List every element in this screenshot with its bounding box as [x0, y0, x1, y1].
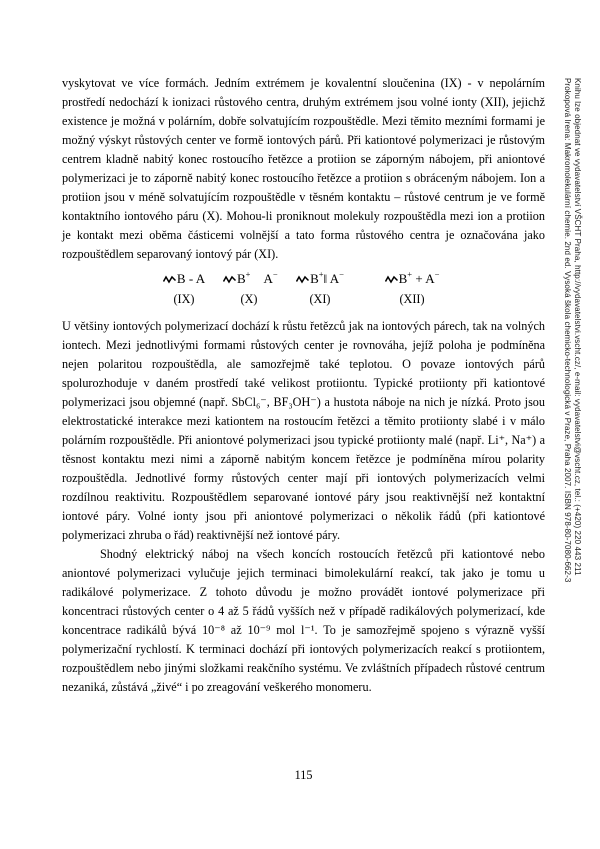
formula-item [160, 271, 208, 307]
formula-charge-b: + [245, 268, 251, 279]
formula-atom-b: B [176, 271, 186, 286]
page-number: 115 [294, 768, 313, 782]
paragraph-1: vyskytovat ve více formách. Jedním extrémem je kovalentní sloučenina (IX) - v nepolárním prostředí nedochází k ionizaci růstového centra, druhým extrémem jsou volné ionty (XII), jejichž existence je možná v polárním, dobře solvatujícím rozpouštědle. Mezi těmito mezními formami je možný výskyt růstových center ve formě iontových párů. Při kationtové polymerizaci je růstovým centrem kladně nabitý konec rostoucího řetězce a protiion se záporným nábojem, při aniontové polymerizaci je to záporně nabitý konec rostoucího řetězce a protiion s obráceným nábojem. Ion a protiion jsou v méně solvatujícím rozpouštědle v těsném kontaktu – růstové centrum je ve formě kontaktního iontového páru (X). Mohou-li proniknout molekuly rozpouštědla mezi ion a protiion je kontakt mezi oběma částicemi volnější a tato forma růstového centra je označována jako rozpouštědlem separovaný iontový pár (XI). [62, 76, 545, 261]
formula-atom-b: B [310, 271, 319, 286]
polymer-chain-squiggle-icon [223, 275, 236, 284]
paragraph-2: U většiny iontových polymerizací dochází k růstu řetězců jak na iontových párech, tak na volných iontech. Mezi jednotlivými formami růstových center je rovnováha, jejíž poloha je podmíněna nejen polaritou rozpouštědla, ale samozřejmě také teplotou. O povaze iontových párů spolurozhoduje v daném prostředí také velikost protiiontu. Typické protiionty při kationtové polymerizaci jsou objemné (např. SbCl₆⁻, BF₃OH⁻) a hustota náboje na nich je nízká. Proto jsou elektrostatické interakce mezi kationtem na rostoucím řetězci a těmito protiionty slabé i v málo polárním rozpouštědle. Při aniontové polymerizaci jsou typické protiionty malé (např. Li⁺, Na⁺) a těsnost kontaktu mezi nimi a záporně nabitým koncem řetězce je podmíněna mírou polarity rozpouštědla. Jednotlivé formy růstových center mají při iontových polymerizacích velmi rozdílnou reaktivitu. Rozpouštědlem separované iontové páry jsou reaktivnější než kontaktní iontové páry. Volné ionty jsou při aniontové polymerizaci o několik řádů (při kationtové polymerizaci zhruba o řád) reaktivnější než iontové páry. [62, 319, 545, 542]
formula-charge-b: + [318, 268, 324, 279]
formula-expression [290, 268, 350, 287]
formula-atom-a: A [329, 271, 340, 286]
formula-expression [160, 271, 208, 287]
formula-charge-a: − [339, 268, 344, 279]
formula-atom-b: B [398, 271, 408, 286]
formula-separator: - [185, 271, 196, 286]
formula-label: (X) [240, 292, 258, 306]
formula-atom-b: B [237, 271, 246, 286]
paragraph-3: Shodný elektrický náboj na všech koncích rostoucích řetězců při kationtové nebo aniontové polymerizaci vylučuje jejich terminaci bimolekulární reakcí, tak jako je tomu u radikálové polymerizace. Z tohoto důvodu je možno provádět iontové polymerizace při koncentraci růstových center o 4 až 5 řádů vyšších než v případě radikálových polymerizací, kde koncentrace radikálů bývá 10⁻⁸ až 10⁻⁹ mol l⁻¹. To je samozřejmě spojeno s výrazně vyšší polymerizační rychlostí. K terminaci dochází při iontových polymerizacích reakcí s protiiontem, rozpouštědlem nebo jinými složkami reakčního systému. Ve zvláštních případech růstové centrum nezaniká, zůstává „živé“ i po zreagování veškerého monomeru. [62, 547, 545, 694]
formula-charge-a: − [272, 268, 278, 279]
formula-expression [223, 268, 278, 287]
polymer-chain-squiggle-icon [163, 275, 176, 284]
formula-atom-a: A [425, 271, 435, 286]
formula-charge-b: + [407, 268, 413, 279]
colophon-order-info: Knihu lze objednat ve vydavatelství VŠCHT Praha, http://vydavatelstvi.vscht.cz/, e-mail: vydavatelstvi@vscht.cz, tel.: (+420) 220 443 211 [573, 78, 582, 576]
formula-separator: + [412, 271, 426, 286]
formula-row [62, 264, 545, 312]
formula-label: (XII) [399, 292, 425, 306]
formula-atom-a: A [195, 271, 206, 286]
polymer-chain-squiggle-icon [385, 275, 398, 284]
colophon-citation: Prokopová Irena: Makromolekulární chemie. 2nd ed. Vysoká škola chemicko-technologická v Praze, Praha 2007. ISBN 978-80-7080-662-3 [563, 78, 572, 583]
formula-item [382, 268, 442, 307]
formula-label: (IX) [173, 292, 195, 306]
text-column [62, 74, 545, 697]
formula-item [223, 268, 278, 307]
formula-atom-a: A [263, 271, 273, 286]
formula-separator [250, 271, 263, 286]
formula-expression [382, 268, 442, 287]
formula-label: (XI) [309, 292, 331, 306]
formula-separator: ‖ [323, 271, 330, 286]
polymer-chain-squiggle-icon [296, 275, 309, 284]
formula-item [290, 268, 350, 307]
formula-charge-a: − [434, 268, 440, 279]
